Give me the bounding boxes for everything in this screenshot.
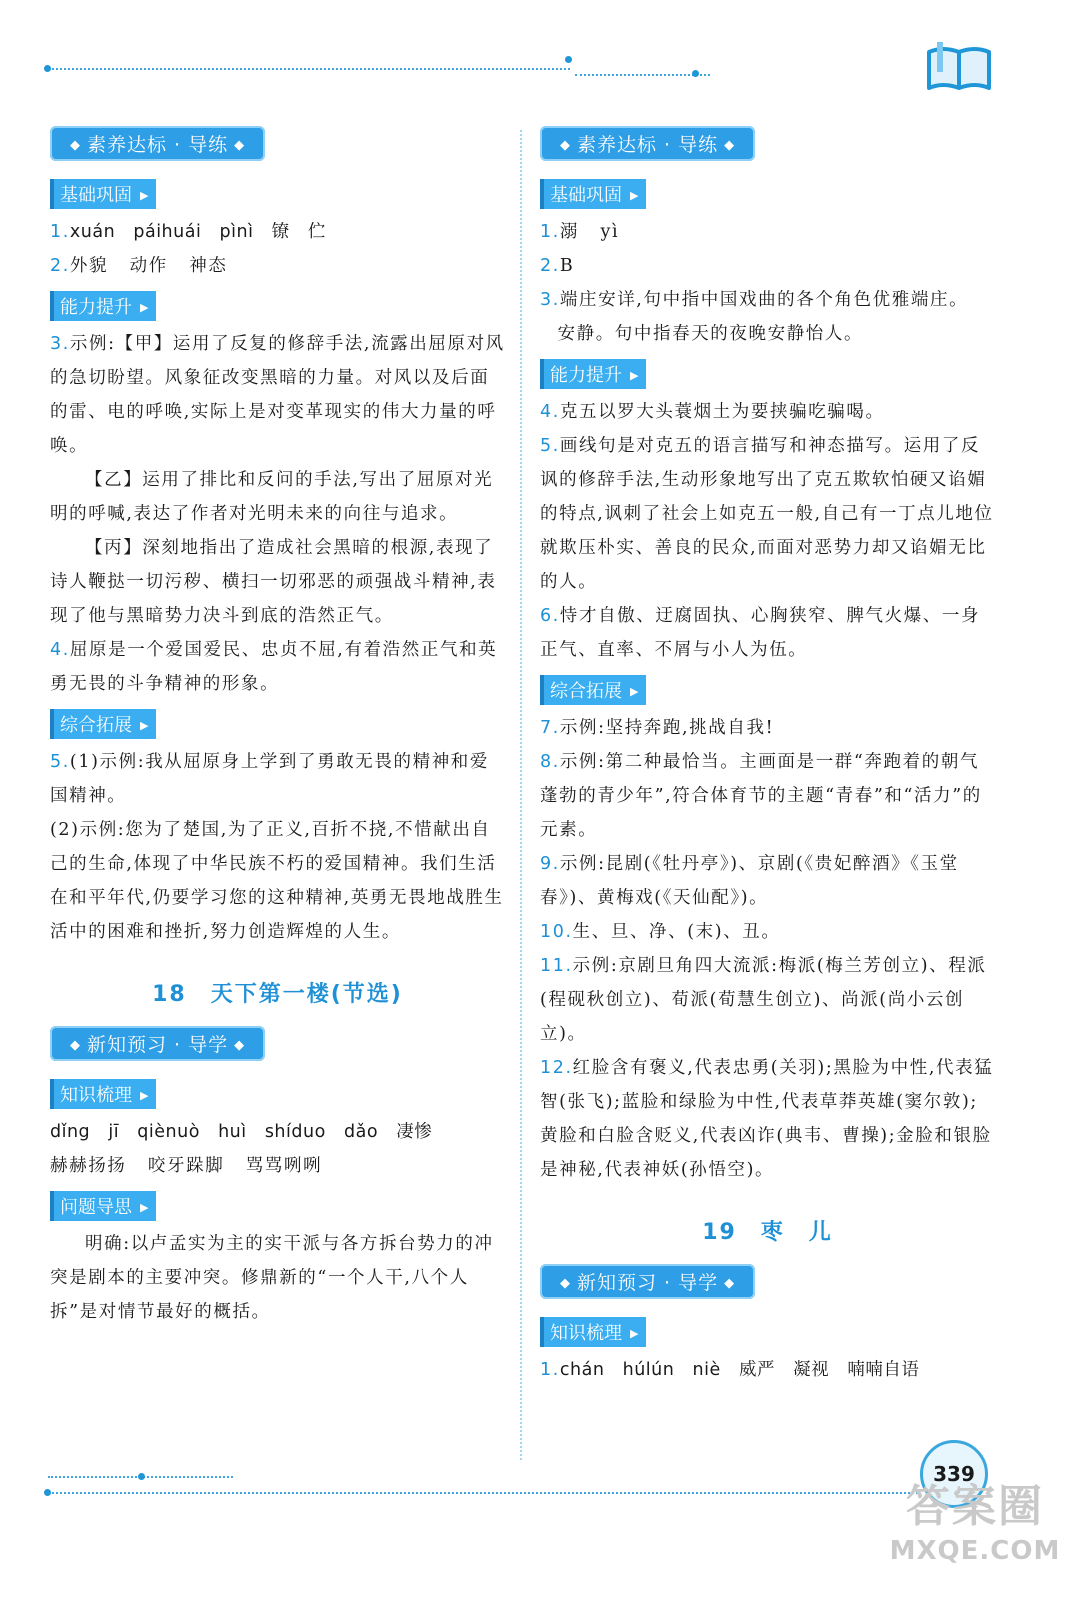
top-dotted-rule (575, 74, 710, 76)
answer-paragraph: 明确:以卢孟实为主的实干派与各方拆台势力的冲突是剧本的主要冲突。修鼎新的“一个人干,八个人拆”是对情节最好的概括。 (50, 1234, 494, 1322)
answer-paragraph: 8.示例:第二种最恰当。主画面是一群“奔跑着的朝气蓬勃的青少年”,符合体育节的主题“青春”和“活力”的元素。 (540, 752, 982, 840)
answer-paragraph: 9.示例:昆剧(《牡丹亭》)、京剧(《贵妃醉酒》《玉堂春》)、黄梅戏(《天仙配》)。 (540, 854, 959, 908)
answer-line: 1.溺 yì (540, 222, 620, 242)
section-banner: ◆ 新知预习 · 导学 ◆ (540, 1264, 755, 1299)
chapter-title: 18 天下第一楼(节选) (152, 982, 403, 1007)
answer-line: 2.B (540, 256, 575, 276)
answer-paragraph: 11.示例:京剧旦角四大流派:梅派(梅兰芳创立)、程派(程砚秋创立)、荀派(荀慧生创立)、尚派(尚小云创立)。 (540, 956, 987, 1044)
answer-paragraph: 5.(1)示例:我从屈原身上学到了勇敢无畏的精神和爱国精神。 (50, 752, 489, 806)
answer-paragraph: 【乙】运用了排比和反问的手法,写出了屈原对光明的呼喊,表达了作者对光明未来的向往与追求。 (50, 470, 494, 524)
answer-paragraph: 6.恃才自傲、迂腐固执、心胸狭窄、脾气火爆、一身正气、直率、不屑与小人为伍。 (540, 606, 981, 660)
subsection-tag: 综合拓展 ▶ (540, 675, 646, 705)
right-column (540, 122, 995, 1387)
answer-paragraph: (2)示例:您为了楚国,为了正义,百折不挠,不惜献出自己的生命,体现了中华民族不朽的爱国精神。我们生活在和平年代,仍要学习您的这种精神,英勇无畏地战胜生活中的困难和挫折,努力创造辉煌的人生。 (50, 820, 504, 942)
subsection-tag: 知识梳理 ▶ (50, 1079, 156, 1109)
answer-line: 1.chán húlún niè 威严 凝视 喃喃自语 (540, 1360, 920, 1380)
open-book-icon (925, 38, 993, 94)
watermark: 答案圈 MXQE.COM (889, 1481, 1061, 1566)
chapter-title: 19 枣 儿 (702, 1220, 833, 1245)
answer-paragraph: 5.画线句是对克五的语言描写和神态描写。运用了反讽的修辞手法,生动形象地写出了克五欺软怕硬又谄媚的特点,讽刺了社会上如克五一般,自己有一丁点儿地位就欺压朴实、善良的民众,而面对恶势力却又谄媚无比的人。 (540, 436, 994, 592)
rule-dot (565, 56, 572, 63)
bottom-dotted-rule (48, 1492, 918, 1494)
rule-dot (44, 65, 51, 72)
section-banner: ◆ 新知预习 · 导学 ◆ (50, 1026, 265, 1061)
answer-line: 4.克五以罗大头蓑烟土为要挟骗吃骗喝。 (540, 402, 885, 422)
answer-line: 10.生、旦、净、(末)、丑。 (540, 922, 781, 942)
section-banner: ◆ 素养达标 · 导练 ◆ (50, 126, 265, 161)
rule-dot (692, 70, 699, 77)
column-divider (520, 130, 522, 1460)
answer-paragraph: 3.示例:【甲】运用了反复的修辞手法,流露出屈原对风的急切盼望。风象征改变黑暗的力量。对风以及后面的雷、电的呼唤,实际上是对变革现实的伟大力量的呼唤。 (50, 334, 505, 456)
top-dotted-rule (48, 68, 570, 70)
rule-dot (44, 1489, 51, 1496)
answer-line: 7.示例:坚持奔跑,挑战自我! (540, 718, 775, 738)
answer-line: 2.外貌 动作 神态 (50, 256, 228, 276)
subsection-tag: 基础巩固 ▶ (50, 179, 156, 209)
answer-line: 赫赫扬扬 咬牙跺脚 骂骂咧咧 (50, 1156, 323, 1176)
answer-paragraph: 4.屈原是一个爱国爱民、忠贞不屈,有着浩然正气和英勇无畏的斗争精神的形象。 (50, 640, 498, 694)
subsection-tag: 知识梳理 ▶ (540, 1317, 646, 1347)
rule-dot (138, 1473, 145, 1480)
section-banner: ◆ 素养达标 · 导练 ◆ (540, 126, 755, 161)
answer-line: 1.xuán páihuái pìnì 镣 伫 (50, 222, 326, 242)
answer-line: 3.端庄安详,句中指中国戏曲的各个角色优雅端庄。 (540, 290, 969, 310)
subsection-tag: 能力提升 ▶ (50, 291, 156, 321)
page-number: 339 (920, 1440, 988, 1508)
subsection-tag: 基础巩固 ▶ (540, 179, 646, 209)
answer-line: dǐng jī qiènuò huì shíduo dǎo 凄惨 (50, 1122, 433, 1142)
subsection-tag: 能力提升 ▶ (540, 359, 646, 389)
answer-paragraph: 12.红脸含有褒义,代表忠勇(关羽);黑脸为中性,代表猛智(张飞);蓝脸和绿脸为中性,代表草莽英雄(窦尔敦);黄脸和白脸含贬义,代表凶诈(典韦、曹操);金脸和银脸是神秘,代表神妖(孙悟空)。 (540, 1058, 994, 1180)
subsection-tag: 综合拓展 ▶ (50, 709, 156, 739)
answer-line: 安静。句中指春天的夜晚安静怡人。 (557, 324, 864, 344)
left-column (50, 122, 505, 1329)
answer-paragraph: 【丙】深刻地指出了造成社会黑暗的根源,表现了诗人鞭挞一切污秽、横扫一切邪恶的顽强战斗精神,表现了他与黑暗势力决斗到底的浩然正气。 (50, 538, 497, 626)
subsection-tag: 问题导思 ▶ (50, 1191, 156, 1221)
